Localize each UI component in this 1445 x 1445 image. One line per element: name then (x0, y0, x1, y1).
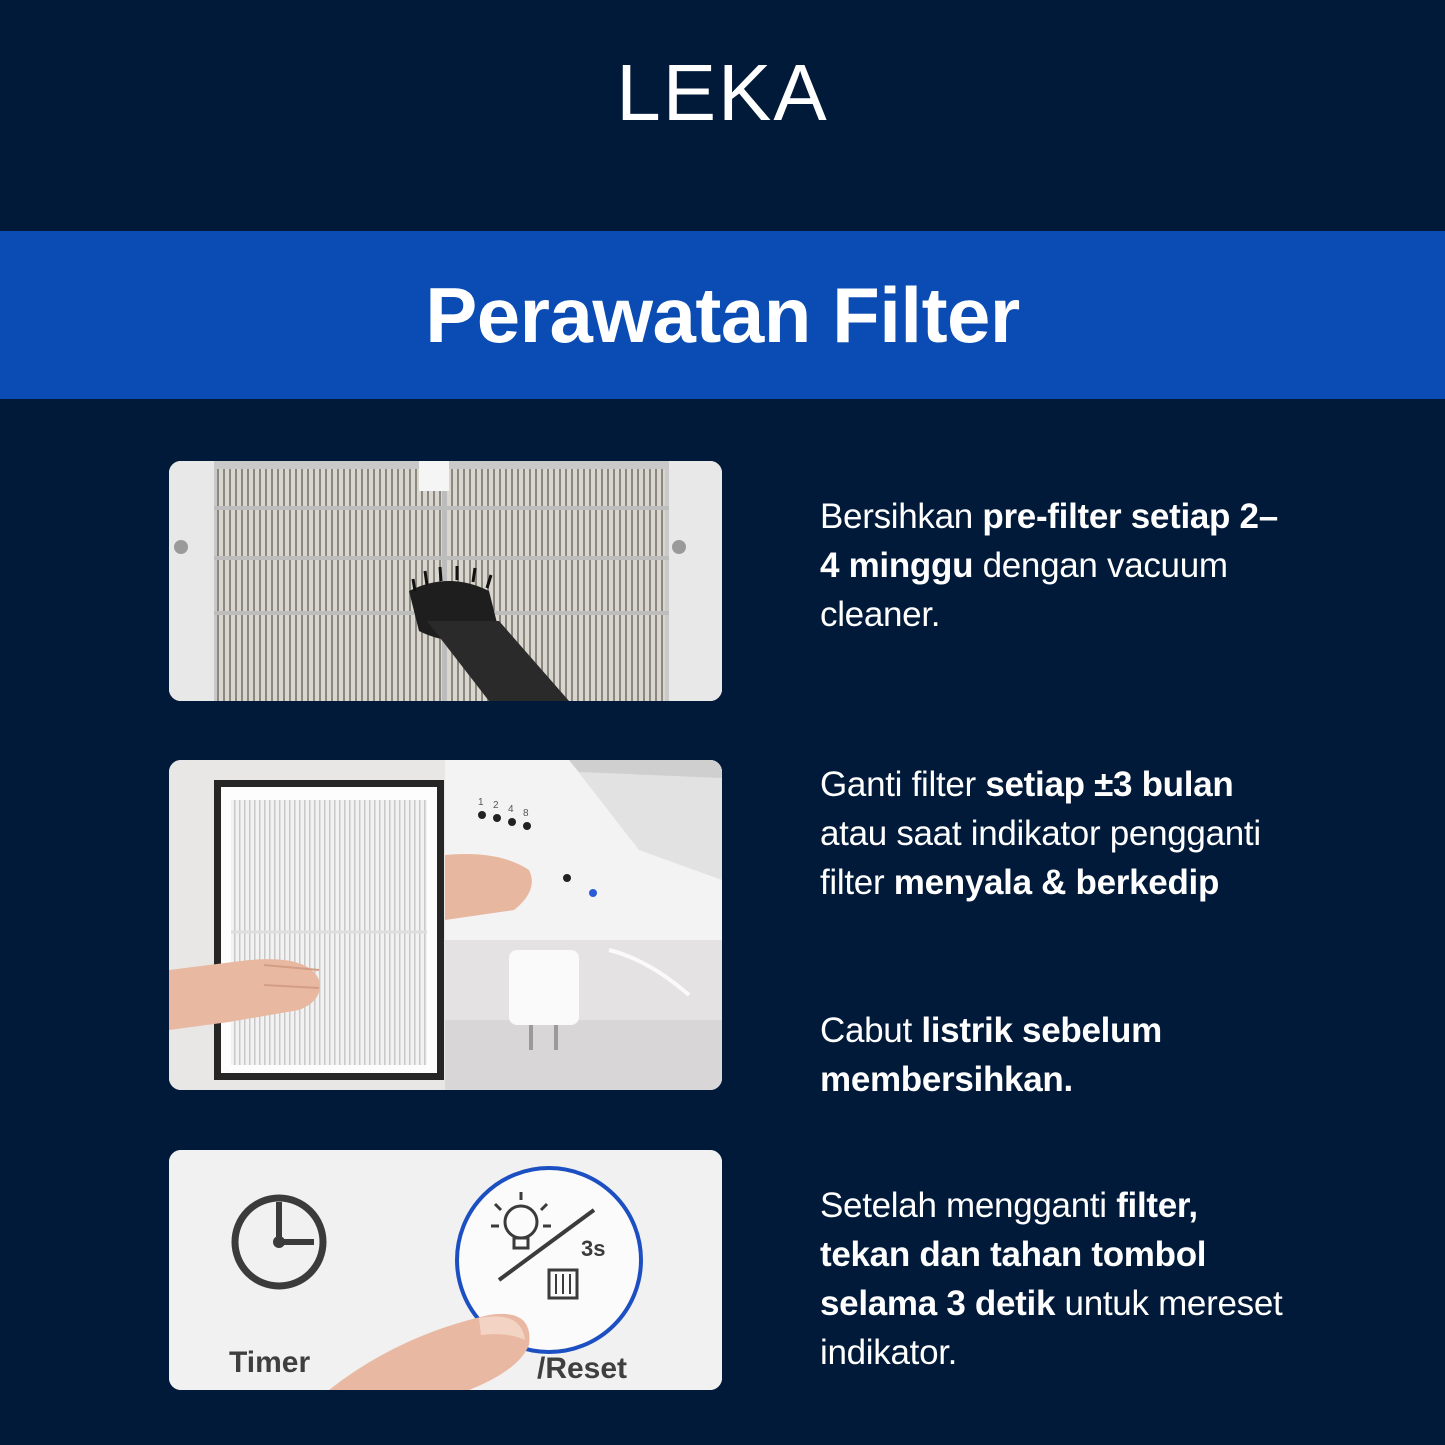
level-2-label: 2 (493, 800, 499, 811)
page-title: Perawatan Filter (425, 270, 1020, 359)
title-banner (0, 231, 1445, 399)
replace-filter-illustration (169, 760, 722, 1090)
step-unplug-text: Cabut listrik sebelum membersihkan. (820, 1011, 1162, 1099)
vacuum-cleaning-photo (169, 461, 722, 701)
step-replace-filter-text: Ganti filter setiap ±3 bulan atau saat indikator pengganti filter menyala & berkedip (820, 765, 1261, 902)
level-8-label: 8 (523, 808, 529, 819)
brand-logo: LEKA (616, 48, 829, 137)
reset-button-photo (169, 1150, 722, 1390)
replace-filter-photo (169, 760, 722, 1090)
step-clean-prefilter-text: Bersihkan pre-filter setiap 2–4 minggu dengan vacuum cleaner. (820, 497, 1278, 634)
level-1-label: 1 (478, 797, 484, 808)
reset-label: /Reset (537, 1352, 628, 1385)
timer-label: Timer (229, 1346, 311, 1379)
vacuum-illustration (169, 461, 722, 701)
hold-duration-label: 3s (581, 1236, 606, 1261)
reset-illustration (169, 1150, 722, 1390)
step-reset-indicator-text: Setelah mengganti filter, tekan dan tahan tombol selama 3 detik untuk mereset indikator. (820, 1186, 1283, 1372)
level-4-label: 4 (508, 804, 514, 815)
